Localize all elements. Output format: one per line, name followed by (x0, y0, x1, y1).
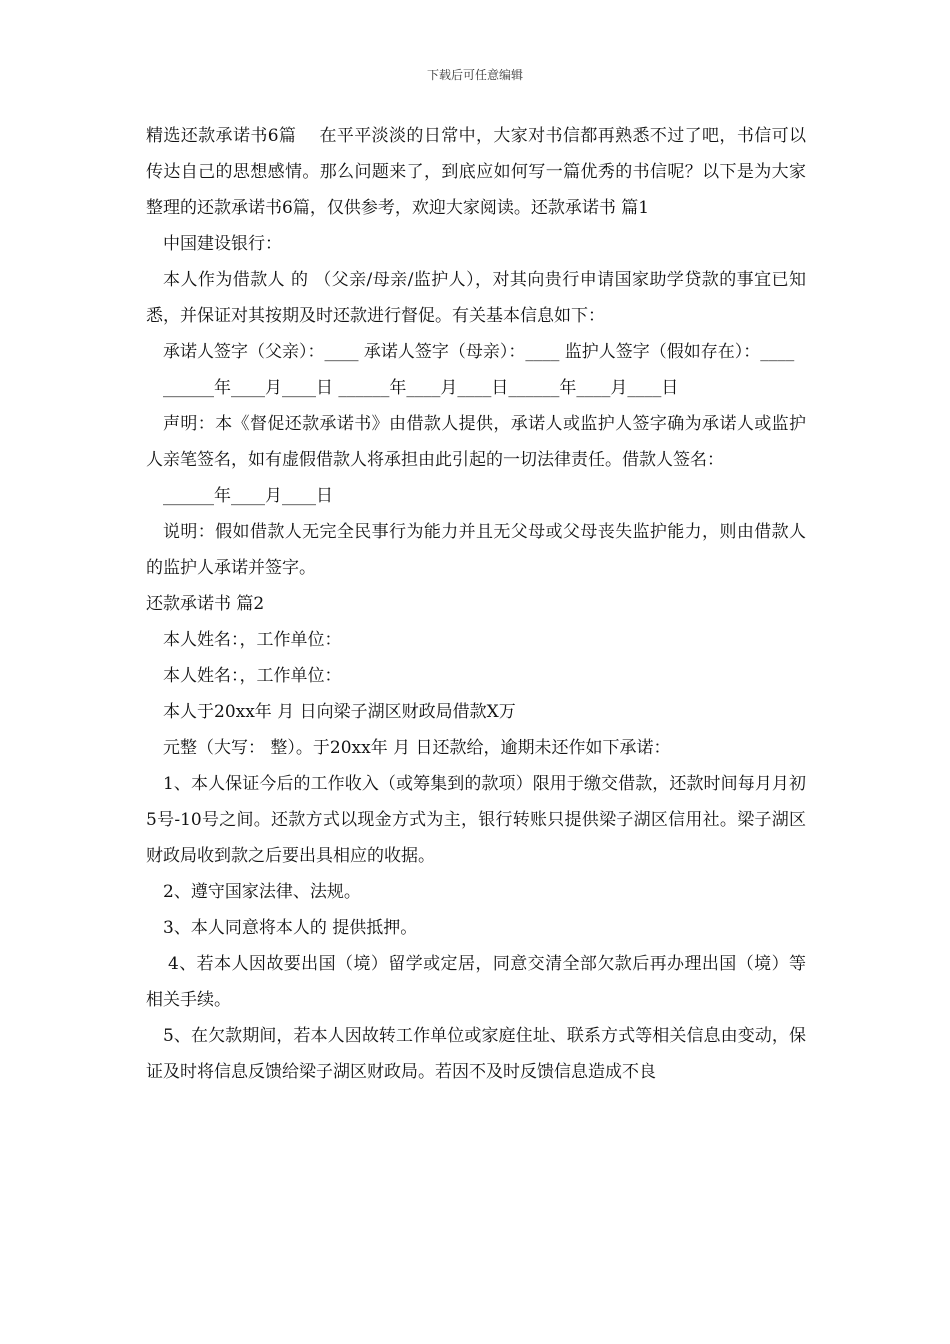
paragraph: 2、遵守国家法律、法规。 (163, 882, 361, 902)
paragraph: 本人作为借款人 的 （父亲/母亲/监护人），对其向贵行申请国家助学贷款的事宜已知悉，并保证对其按期及时还款进行督促。有关基本信息如下： (146, 270, 806, 326)
paragraph: 声明：本《督促还款承诺书》由借款人提供，承诺人或监护人签字确为承诺人或监护人亲笔签名，如有虚假借款人将承担由此引起的一切法律责任。借款人签名： (146, 414, 806, 470)
paragraph: ______年____月____日 ______年____月____日______年____月____日 (163, 378, 679, 398)
paragraph: 本人姓名：，工作单位： (163, 630, 342, 650)
paragraph: 5、在欠款期间，若本人因故转工作单位或家庭住址、联系方式等相关信息由变动，保证及时将信息反馈给梁子湖区财政局。若因不及时反馈信息造成不良 (146, 1026, 806, 1082)
paragraph: 说明：假如借款人无完全民事行为能力并且无父母或父母丧失监护能力，则由借款人的监护人承诺并签字。 (146, 522, 806, 578)
paragraph: ______年____月____日 (163, 486, 333, 506)
paragraph: 本人姓名：，工作单位： (163, 666, 342, 686)
paragraph: 1、本人保证今后的工作收入（或筹集到的款项）限用于缴交借款，还款时间每月月初5号-10号之间。还款方式以现金方式为主，银行转账只提供梁子湖区信用社。梁子湖区财政局收到款之后要出具相应的收据。 (146, 774, 806, 866)
paragraph: 元整（大写： 整）。于20xx年 月 日还款给，逾期未还作如下承诺： (163, 738, 671, 758)
document-body (146, 118, 806, 1090)
paragraph: 精选还款承诺书6篇 在平平淡淡的日常中，大家对书信都再熟悉不过了吧，书信可以传达自己的思想感情。那么问题来了，到底应如何写一篇优秀的书信呢？以下是为大家整理的还款承诺书6篇，仅供参考，欢迎大家阅读。还款承诺书 篇1 (146, 126, 806, 218)
paragraph: 本人于20xx年 月 日向梁子湖区财政局借款X万 (163, 702, 516, 722)
page-header: 下载后可任意编辑 (426, 68, 523, 82)
paragraph: 承诺人签字（父亲）：____ 承诺人签字（母亲）：____ 监护人签字（假如存在）：____ (163, 342, 795, 362)
paragraph: 4、若本人因故要出国（境）留学或定居，同意交清全部欠款后再办理出国（境）等相关手续。 (146, 954, 806, 1010)
paragraph: 中国建设银行： (163, 234, 282, 254)
paragraph: 还款承诺书 篇2 (146, 594, 265, 614)
paragraph: 3、本人同意将本人的 提供抵押。 (163, 918, 418, 938)
